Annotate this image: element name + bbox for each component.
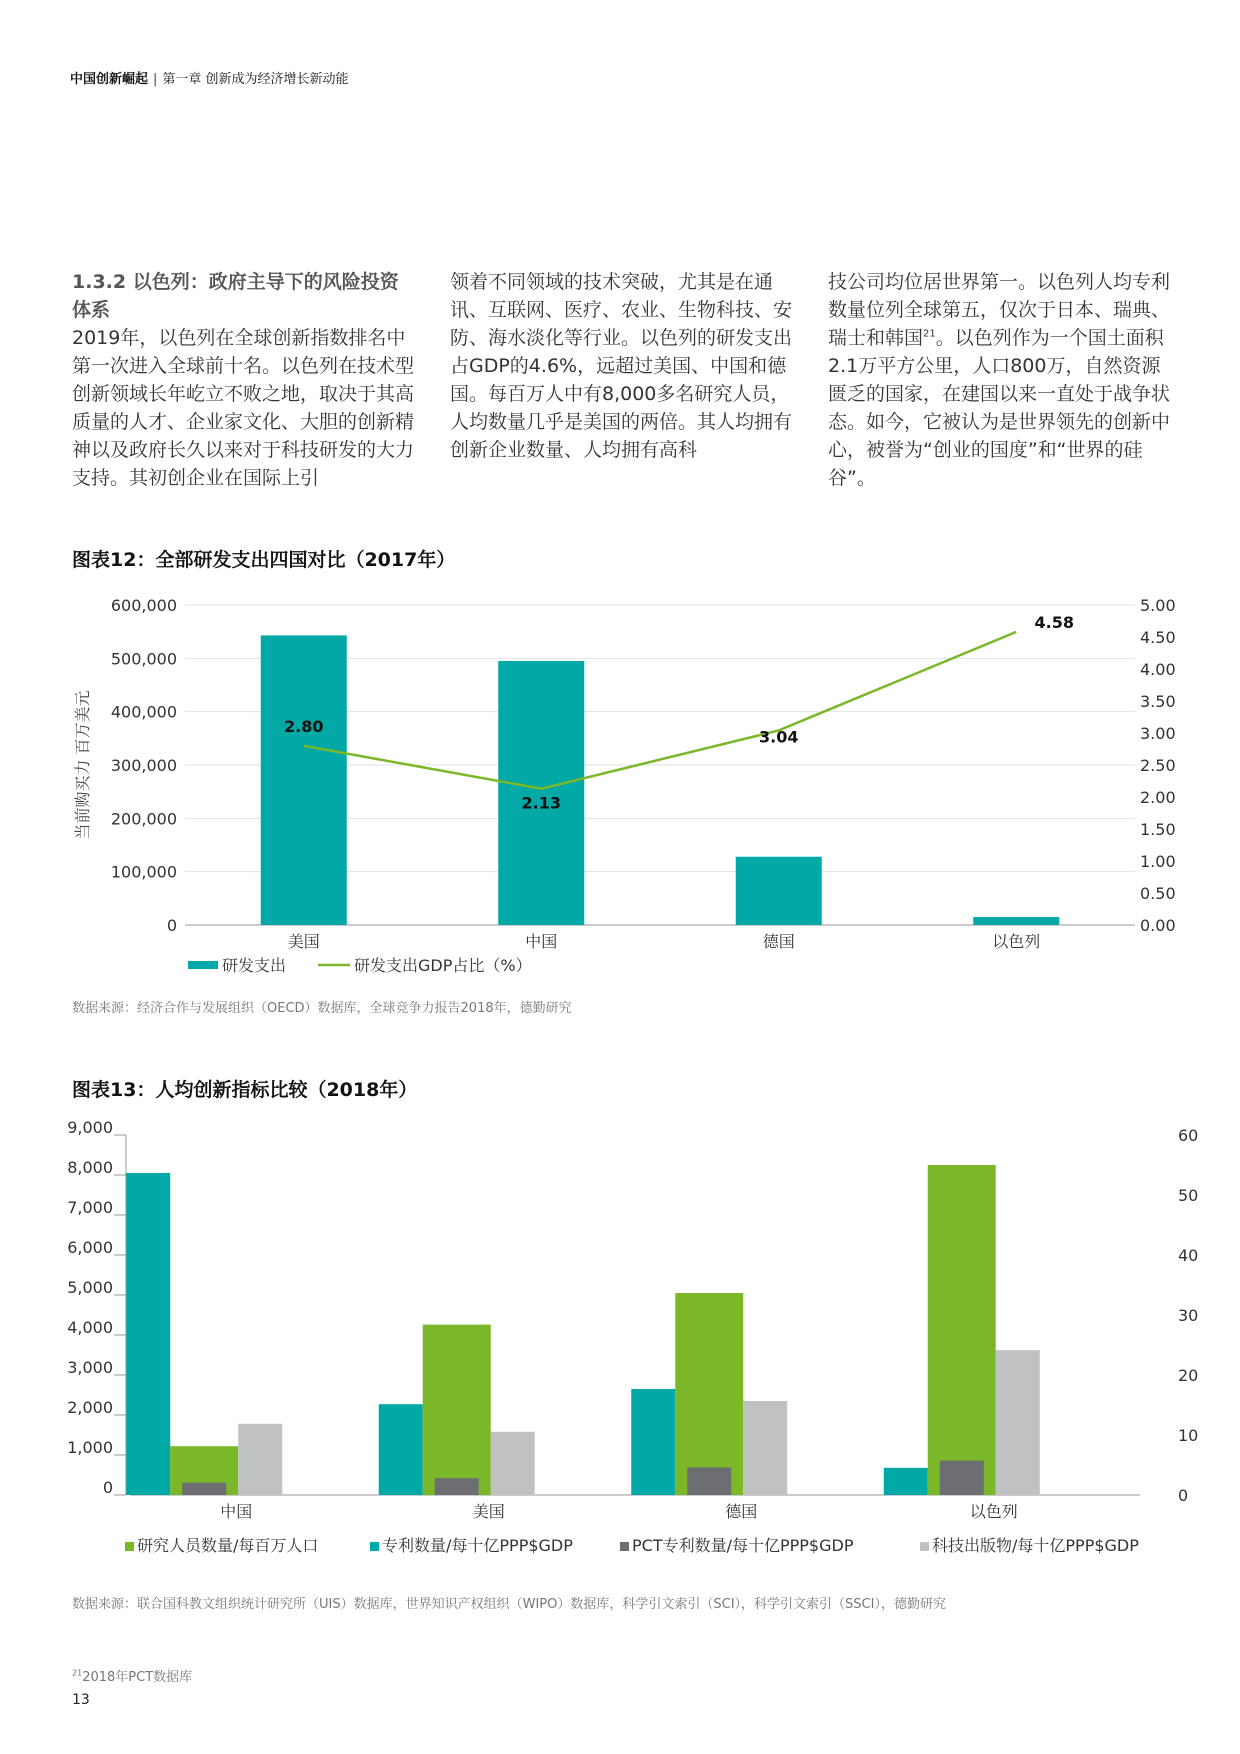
chart12-y-tick-label: 600,000 bbox=[110, 596, 177, 615]
chart12-y2-tick-label: 3.00 bbox=[1140, 724, 1176, 743]
chart13-bar bbox=[379, 1404, 423, 1495]
chart12-y-tick-label: 500,000 bbox=[110, 649, 177, 669]
chart13-y2-tick-label: 40 bbox=[1178, 1246, 1199, 1265]
chart12-x-tick-label: 德国 bbox=[762, 932, 795, 951]
chart13-x-tick-label: 美国 bbox=[472, 1502, 505, 1521]
chart12-data-label: 4.58 bbox=[1034, 612, 1074, 632]
chart12-y2-tick-label: 0.00 bbox=[1140, 916, 1176, 935]
chart12-bar bbox=[736, 857, 822, 925]
chart13-y-tick-label: 5,000 bbox=[67, 1278, 113, 1297]
chart12-y2-tick-label: 3.50 bbox=[1140, 692, 1176, 711]
chart13-bar bbox=[182, 1483, 226, 1495]
chart13-bar bbox=[940, 1461, 984, 1495]
text-column-2 bbox=[450, 268, 795, 464]
chart12-y-tick-label: 200,000 bbox=[110, 809, 177, 829]
chart13-y2-tick-label: 50 bbox=[1178, 1186, 1199, 1205]
running-header bbox=[70, 68, 349, 87]
chart12-y2-tick-label: 1.50 bbox=[1140, 820, 1176, 839]
chart12-y-axis-label: 当前购买力 百万美元 bbox=[73, 690, 92, 840]
paragraph-col2: 领着不同领域的技术突破，尤其是在通讯、互联网、医疗、农业、生物科技、安防、海水淡化等行业。以色列的研发支出占GDP的4.6%，远超过美国、中国和德国。每百万人中有8,000多名研究人员，人均数量几乎是美国的两倍。其人均拥有创新企业数量、人均拥有高科 bbox=[450, 271, 793, 461]
chart12-y-tick-label: 300,000 bbox=[110, 756, 177, 775]
footnote bbox=[72, 1666, 192, 1685]
chart12-legend-label: 研发支出GDP占比（%） bbox=[354, 956, 532, 975]
chart13-y-tick-label: 8,000 bbox=[67, 1158, 113, 1177]
paragraph-col3 bbox=[828, 268, 1173, 492]
header-chapter: 第一章 创新成为经济增长新动能 bbox=[162, 72, 349, 87]
chart13-y-tick-label: 6,000 bbox=[67, 1238, 113, 1257]
chart13-legend-swatch bbox=[125, 1542, 134, 1551]
chart13-bar bbox=[238, 1424, 282, 1495]
chart13-source: 数据来源：联合国科教文组织统计研究所（UIS）数据库，世界知识产权组织（WIPO）数据库，科学引文索引（SCI），科学引文索引（SSCI），德勤研究 bbox=[72, 1597, 946, 1612]
chart13-y2-tick-label: 30 bbox=[1178, 1306, 1199, 1325]
chart13-y-tick-label: 0 bbox=[102, 1478, 113, 1497]
chart12-y2-tick-label: 1.00 bbox=[1140, 852, 1176, 871]
chart12-data-label: 3.04 bbox=[759, 727, 799, 747]
chart13-title: 图表13：人均创新指标比较（2018年） bbox=[72, 1079, 418, 1101]
chart13-legend-swatch bbox=[620, 1542, 629, 1551]
chart13-legend-label: 专利数量/每十亿PPP$GDP bbox=[382, 1536, 573, 1555]
chart13-bar bbox=[687, 1467, 731, 1495]
paragraph-col3-part2: 。以色列作为一个国土面积2.1万平方公里，人口800万，自然资源匮乏的国家，在建国以来一直处于战争状态。如今，它被认为是世界领先的创新中心，被誉为“创业的国度”和“世界的硅谷”。 bbox=[828, 327, 1171, 489]
paragraph-col3-part1: 技公司均位居世界第一。以色列人均专利数量位列全球第五，仅次于日本、瑞典、瑞士和韩国 bbox=[828, 271, 1171, 349]
header-title: 中国创新崛起 bbox=[70, 72, 149, 87]
chart13-y2-tick-label: 10 bbox=[1178, 1426, 1199, 1445]
chart13-x-tick-label: 中国 bbox=[220, 1502, 253, 1521]
chart13-y2-tick-label: 60 bbox=[1178, 1126, 1199, 1145]
header-separator: | bbox=[153, 72, 158, 87]
chart13-bar bbox=[996, 1350, 1040, 1495]
paragraph-col1: 2019年，以色列在全球创新指数排名中第一次进入全球前十名。以色列在技术型创新领域长年屹立不败之地，取决于其高质量的人才、企业家文化、大胆的创新精神以及政府长久以来对于科技研发的大力支持。其初创企业在国际上引 bbox=[72, 327, 415, 489]
footnote-number: 21 bbox=[72, 1668, 83, 1678]
chart13-legend-label: 研究人员数量/每百万人口 bbox=[137, 1536, 319, 1555]
chart12-data-label: 2.13 bbox=[521, 793, 561, 813]
page-number: 13 bbox=[72, 1692, 90, 1708]
chart13-y-tick-label: 4,000 bbox=[67, 1318, 113, 1337]
chart12-title: 图表12：全部研发支出四国对比（2017年） bbox=[72, 549, 456, 571]
chart13-y-tick-label: 3,000 bbox=[67, 1358, 113, 1377]
chart12-bar bbox=[261, 635, 347, 925]
chart12-x-tick-label: 以色列 bbox=[992, 932, 1041, 951]
chart13-bar bbox=[743, 1401, 787, 1495]
chart13-bar bbox=[884, 1468, 928, 1495]
chart13-y2-tick-label: 0 bbox=[1178, 1486, 1189, 1505]
chart12-rd-expenditure bbox=[0, 580, 1240, 980]
chart12-legend-swatch-bar bbox=[188, 961, 218, 969]
chart12-y2-tick-label: 0.50 bbox=[1140, 884, 1176, 903]
chart13-legend-label: PCT专利数量/每十亿PPP$GDP bbox=[632, 1536, 854, 1555]
chart12-y2-tick-label: 2.50 bbox=[1140, 756, 1176, 775]
chart12-data-label: 2.80 bbox=[284, 716, 324, 736]
text-column-1 bbox=[72, 268, 417, 492]
chart13-bar bbox=[928, 1165, 996, 1495]
text-column-3 bbox=[828, 268, 1173, 492]
chart13-innovation-indicators bbox=[0, 1110, 1240, 1570]
chart13-legend-swatch bbox=[370, 1542, 379, 1551]
chart12-y2-tick-label: 2.00 bbox=[1140, 788, 1176, 807]
chart12-y-tick-label: 100,000 bbox=[110, 862, 177, 882]
chart12-x-tick-label: 中国 bbox=[525, 932, 558, 951]
chart13-y-tick-label: 1,000 bbox=[67, 1438, 113, 1457]
footnote-text: 2018年PCT数据库 bbox=[82, 1670, 193, 1685]
chart13-bar bbox=[675, 1293, 743, 1495]
section-title: 1.3.2 以色列：政府主导下的风险投资体系 bbox=[72, 271, 399, 321]
chart13-legend-label: 科技出版物/每十亿PPP$GDP bbox=[932, 1536, 1139, 1555]
chart12-y2-tick-label: 5.00 bbox=[1140, 596, 1176, 615]
chart13-bar bbox=[126, 1173, 170, 1495]
chart12-bar bbox=[973, 917, 1059, 925]
chart12-x-tick-label: 美国 bbox=[287, 932, 320, 951]
chart13-x-tick-label: 德国 bbox=[725, 1502, 758, 1521]
chart13-legend-swatch bbox=[920, 1542, 929, 1551]
chart13-bar bbox=[435, 1478, 479, 1495]
chart13-x-tick-label: 以色列 bbox=[969, 1502, 1018, 1521]
chart12-y2-tick-label: 4.50 bbox=[1140, 628, 1176, 647]
footnote-reference[interactable]: 21 bbox=[923, 328, 936, 340]
chart13-bar bbox=[423, 1325, 491, 1495]
chart12-source: 数据来源：经济合作与发展组织（OECD）数据库，全球竞争力报告2018年，德勤研究 bbox=[72, 1001, 572, 1016]
chart13-y-tick-label: 2,000 bbox=[67, 1398, 113, 1417]
chart13-bar bbox=[631, 1389, 675, 1495]
chart13-y-tick-label: 9,000 bbox=[67, 1118, 113, 1137]
chart12-legend-label: 研发支出 bbox=[222, 956, 287, 975]
chart12-y-tick-label: 400,000 bbox=[110, 702, 177, 722]
chart13-y2-tick-label: 20 bbox=[1178, 1366, 1199, 1385]
chart13-y-tick-label: 7,000 bbox=[67, 1198, 113, 1217]
chart13-bar bbox=[491, 1432, 535, 1495]
chart12-y-tick-label: 0 bbox=[166, 916, 177, 935]
chart12-y2-tick-label: 4.00 bbox=[1140, 660, 1176, 679]
